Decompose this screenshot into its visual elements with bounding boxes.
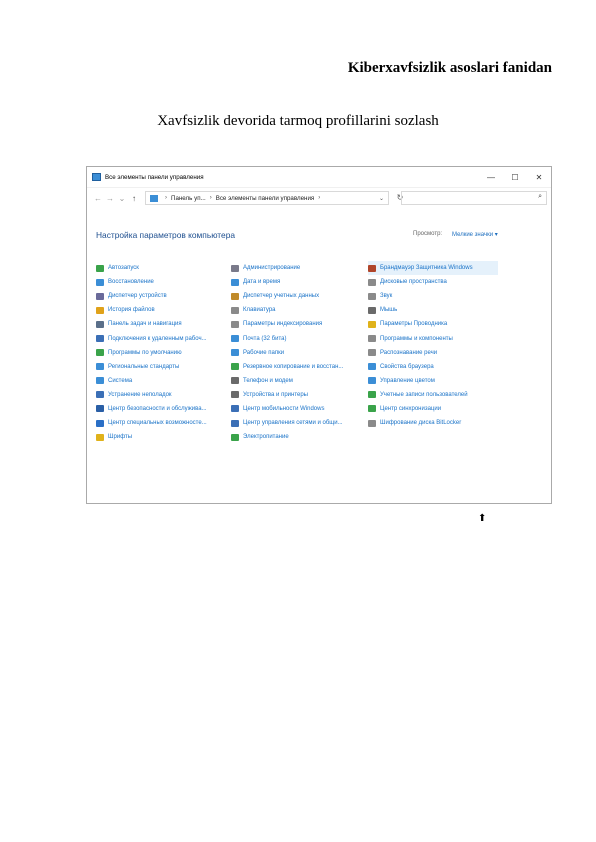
item-icon — [96, 377, 104, 384]
item-icon — [96, 363, 104, 370]
control-panel-item[interactable] — [368, 303, 498, 317]
control-panel-item[interactable] — [96, 275, 207, 289]
item-icon — [368, 420, 376, 427]
item-label: Центр специальных возможносте... — [108, 420, 207, 427]
item-icon — [96, 335, 104, 342]
item-label: Устройства и принтеры — [243, 391, 308, 398]
control-panel-item[interactable] — [368, 289, 498, 303]
window-title: Все элементы панели управления — [105, 173, 204, 181]
item-label: Управление цветом — [380, 377, 435, 384]
view-mode-dropdown[interactable]: Мелкие значки ▾ — [452, 232, 498, 238]
control-panel-icon — [150, 195, 158, 202]
item-label: Распознавание речи — [380, 349, 438, 356]
control-panel-window — [86, 166, 552, 504]
item-icon — [96, 265, 104, 272]
control-panel-item[interactable] — [368, 261, 498, 275]
control-panel-item[interactable] — [368, 275, 498, 289]
control-panel-item[interactable] — [96, 317, 207, 331]
item-icon — [96, 349, 104, 356]
control-panel-item[interactable] — [96, 430, 207, 444]
item-icon — [231, 279, 239, 286]
control-panel-item[interactable] — [368, 317, 498, 331]
control-panel-item[interactable] — [231, 346, 343, 360]
item-icon — [96, 391, 104, 398]
item-icon — [231, 335, 239, 342]
item-label: Восстановление — [108, 279, 154, 286]
item-label: Устранение неполадок — [108, 391, 172, 398]
control-panel-item[interactable] — [231, 388, 343, 402]
item-label: Параметры индексирования — [243, 321, 323, 328]
item-label: Свойства браузера — [380, 363, 434, 370]
address-bar[interactable] — [145, 191, 389, 205]
control-panel-item[interactable] — [231, 402, 343, 416]
item-label: Диспетчер учетных данных — [243, 293, 320, 300]
control-panel-item[interactable] — [231, 275, 343, 289]
item-label: Диспетчер устройств — [108, 293, 167, 300]
page-title: Настройка параметров компьютера — [96, 230, 236, 240]
item-label: Система — [108, 377, 133, 384]
item-label: Дата и время — [243, 279, 281, 286]
items-column-2 — [231, 261, 343, 444]
item-icon — [96, 434, 104, 441]
item-icon — [96, 405, 104, 412]
control-panel-item[interactable] — [96, 388, 207, 402]
breadcrumb-control-panel[interactable]: Панель уп... — [171, 194, 206, 202]
item-icon — [368, 335, 376, 342]
item-label: Подключения к удаленным рабоч... — [108, 335, 207, 342]
item-icon — [231, 321, 239, 328]
refresh-button[interactable]: ↻ — [396, 193, 404, 202]
item-icon — [231, 434, 239, 441]
chevron-right-icon[interactable]: › — [209, 195, 212, 201]
control-panel-item[interactable] — [231, 317, 343, 331]
item-label: Мышь — [380, 307, 398, 314]
item-icon — [231, 420, 239, 427]
maximize-button[interactable]: ☐ — [511, 172, 519, 182]
items-column-3 — [368, 261, 498, 430]
search-icon[interactable]: ⌕ — [538, 193, 542, 200]
control-panel-item[interactable] — [231, 430, 343, 444]
address-dropdown-icon[interactable]: ⌄ — [378, 195, 384, 202]
control-panel-item[interactable] — [368, 388, 498, 402]
control-panel-item[interactable] — [231, 331, 343, 345]
item-label: Брандмауэр Защитника Windows — [380, 265, 473, 272]
control-panel-item[interactable] — [231, 261, 343, 275]
item-label: Клавиатура — [243, 307, 276, 314]
item-label: Шифрование диска BitLocker — [380, 420, 462, 427]
item-label: Телефон и модем — [243, 377, 293, 384]
item-icon — [231, 265, 239, 272]
chevron-right-icon[interactable]: › — [165, 195, 167, 201]
item-icon — [368, 363, 376, 370]
view-label: Просмотр: — [413, 231, 443, 237]
item-icon — [231, 349, 239, 356]
item-icon — [368, 405, 376, 412]
title-bar — [87, 167, 551, 188]
control-panel-icon — [92, 173, 101, 181]
item-label: Программы и компоненты — [380, 335, 453, 342]
item-icon — [368, 293, 376, 300]
item-icon — [96, 420, 104, 427]
item-icon — [96, 307, 104, 314]
control-panel-item[interactable] — [368, 331, 498, 345]
item-icon — [231, 363, 239, 370]
breadcrumb-all-items[interactable]: Все элементы панели управления — [215, 194, 315, 202]
control-panel-item[interactable] — [231, 303, 343, 317]
item-label: Программы по умолчанию — [108, 349, 182, 356]
control-panel-item[interactable] — [231, 374, 343, 388]
control-panel-item[interactable] — [231, 416, 343, 430]
control-panel-item[interactable] — [96, 303, 207, 317]
item-icon — [368, 377, 376, 384]
item-label: Администрирование — [243, 265, 301, 272]
control-panel-item[interactable] — [96, 331, 207, 345]
content-header — [87, 209, 551, 243]
forward-button[interactable]: → — [106, 194, 114, 203]
mouse-cursor-icon: ⬆ — [478, 513, 487, 524]
item-icon — [368, 279, 376, 286]
item-label: Центр синхронизации — [380, 405, 442, 412]
item-icon — [368, 391, 376, 398]
item-label: Параметры Проводника — [380, 321, 448, 328]
item-label: Почта (32 бита) — [243, 335, 287, 342]
control-panel-item[interactable] — [96, 346, 207, 360]
navigation-bar — [87, 188, 551, 209]
document-subtitle: Xavfsizlik devorida tarmoq profillarini sozlash — [157, 113, 439, 129]
item-label: История файлов — [108, 307, 155, 314]
item-icon — [96, 321, 104, 328]
control-panel-item[interactable] — [231, 360, 343, 374]
item-label: Центр управления сетями и общи... — [243, 420, 343, 427]
control-panel-item[interactable] — [368, 374, 498, 388]
item-label: Центр мобильности Windows — [243, 405, 325, 412]
items-column-1 — [96, 261, 207, 444]
close-button[interactable]: ✕ — [535, 172, 543, 182]
control-panel-item[interactable] — [96, 360, 207, 374]
item-icon — [368, 321, 376, 328]
minimize-button[interactable]: — — [487, 172, 495, 182]
control-panel-item[interactable] — [368, 402, 498, 416]
item-label: Шрифты — [108, 434, 133, 441]
control-panel-item[interactable] — [96, 374, 207, 388]
item-label: Региональные стандарты — [108, 363, 180, 370]
item-icon — [368, 265, 376, 272]
item-label: Панель задач и навигация — [108, 321, 182, 328]
item-icon — [231, 377, 239, 384]
control-panel-item[interactable] — [231, 289, 343, 303]
item-label: Резервное копирование и восстан... — [243, 363, 344, 370]
document-header: Kiberxavfsizlik asoslari fanidan — [347, 60, 552, 76]
recent-locations-button[interactable]: ⌄ — [118, 194, 126, 203]
item-label: Электропитание — [243, 434, 289, 441]
item-label: Рабочие папки — [243, 349, 285, 356]
window-controls — [479, 167, 551, 187]
control-panel-item[interactable] — [96, 289, 207, 303]
control-panel-item[interactable] — [368, 360, 498, 374]
item-icon — [231, 405, 239, 412]
item-label: Автозапуск — [108, 265, 139, 272]
item-icon — [231, 391, 239, 398]
up-button[interactable]: ↑ — [132, 194, 136, 203]
item-icon — [231, 307, 239, 314]
control-panel-item[interactable] — [368, 416, 498, 430]
item-icon — [231, 293, 239, 300]
item-label: Звук — [380, 293, 393, 300]
search-input[interactable] — [401, 191, 547, 205]
chevron-right-icon[interactable]: › — [318, 195, 321, 201]
item-label: Центр безопасности и обслужива... — [108, 405, 207, 412]
control-panel-item[interactable] — [96, 402, 207, 416]
back-button[interactable]: ← — [94, 194, 102, 203]
control-panel-item[interactable] — [96, 261, 207, 275]
control-panel-item[interactable] — [368, 346, 498, 360]
control-panel-item[interactable] — [96, 416, 207, 430]
item-icon — [96, 279, 104, 286]
item-label: Дисковые пространства — [380, 279, 447, 286]
item-icon — [96, 293, 104, 300]
item-icon — [368, 349, 376, 356]
item-label: Учетные записи пользователей — [380, 391, 468, 398]
item-icon — [368, 307, 376, 314]
